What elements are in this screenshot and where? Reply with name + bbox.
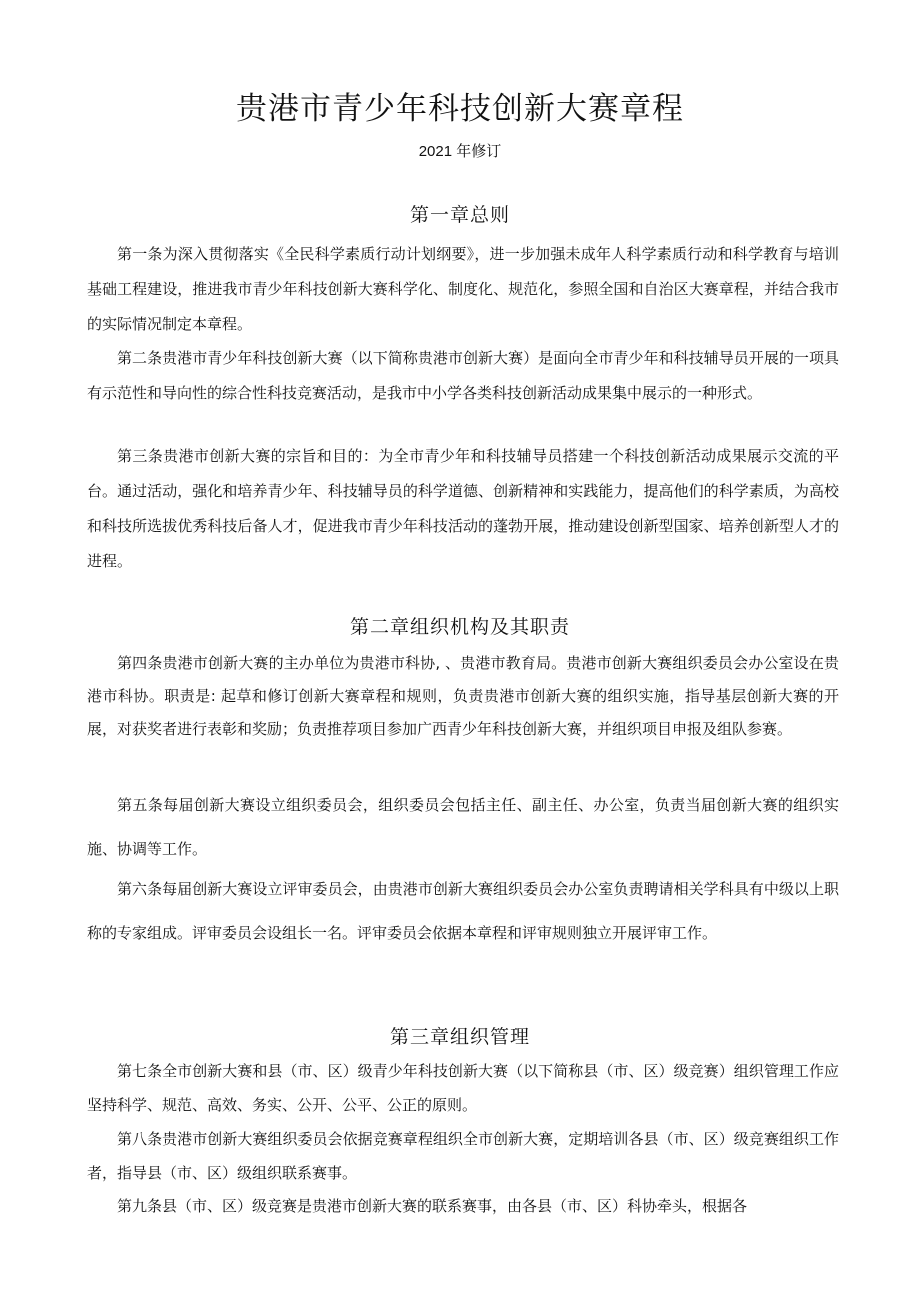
article-8: 第八条贵港市创新大赛组织委员会依据竞赛章程组织全市创新大赛，定期培训各县（市、区）级竞赛组织工作者，指导县（市、区）级组织联系赛事。 — [87, 1130, 839, 1182]
article-5: 第五条每届创新大赛设立组织委员会，组织委员会包括主任、副主任、办公室，负责当届创新大赛的组织实施、协调等工作。 — [87, 796, 839, 858]
article-9: 第九条县（市、区）级竞赛是贵港市创新大赛的联系赛事，由各县（市、区）科协牵头，根据各 — [117, 1197, 748, 1215]
document-title: 贵港市青少年科技创新大赛章程 — [236, 91, 684, 127]
chapter-1-heading: 第一章总则 — [409, 204, 510, 226]
article-6: 第六条每届创新大赛设立评审委员会，由贵港市创新大赛组织委员会办公室负责聘请相关学科具有中级以上职称的专家组成。评审委员会设组长一名。评审委员会依据本章程和评审规则独立开展评审工作。 — [87, 880, 839, 942]
article-4: 第四条贵港市创新大赛的主办单位为贵港市科协, 、贵港市教育局。贵港市创新大赛组织委员会办公室设在贵港市科协。职责是: 起草和修订创新大赛章程和规则，负责贵港市创新大赛的组织实施，指导基层创新大赛的开展，对获奖者进行表彰和奖励；负责推荐项目参加广西青少年科技创新大赛，并组织项目申报及组队参赛。 — [87, 654, 839, 738]
article-2: 第二条贵港市青少年科技创新大赛（以下简称贵港市创新大赛）是面向全市青少年和科技辅导员开展的一项具有示范性和导向性的综合性科技竞赛活动，是我市中小学各类科技创新活动成果集中展示的一种形式。 — [87, 349, 839, 402]
chapter-2-heading: 第二章组织机构及其职责 — [349, 616, 570, 638]
article-7: 第七条全市创新大赛和县（市、区）级青少年科技创新大赛（以下简称县（市、区）级竞赛）组织管理工作应坚持科学、规范、高效、务实、公开、公平、公正的原则。 — [87, 1062, 839, 1114]
article-1: 第一条为深入贯彻落实《全民科学素质行动计划纲要》，进一步加强未成年人科学素质行动和科学教育与培训基础工程建设，推进我市青少年科技创新大赛科学化、制度化、规范化，参照全国和自治区大赛章程，并结合我市的实际情况制定本章程。 — [87, 245, 839, 333]
chapter-3-heading: 第三章组织管理 — [389, 1026, 530, 1048]
article-3: 第三条贵港市创新大赛的宗旨和目的：为全市青少年和科技辅导员搭建一个科技创新活动成果展示交流的平台。通过活动，强化和培养青少年、科技辅导员的科学道德、创新精神和实践能力，提高他们的科学素质，为高校和科技所选拔优秀科技后备人才，促进我市青少年科技活动的蓬勃开展，推动建设创新型国家、培养创新型人才的进程。 — [87, 447, 839, 570]
document-subtitle: 2021 年修订 — [418, 143, 502, 160]
